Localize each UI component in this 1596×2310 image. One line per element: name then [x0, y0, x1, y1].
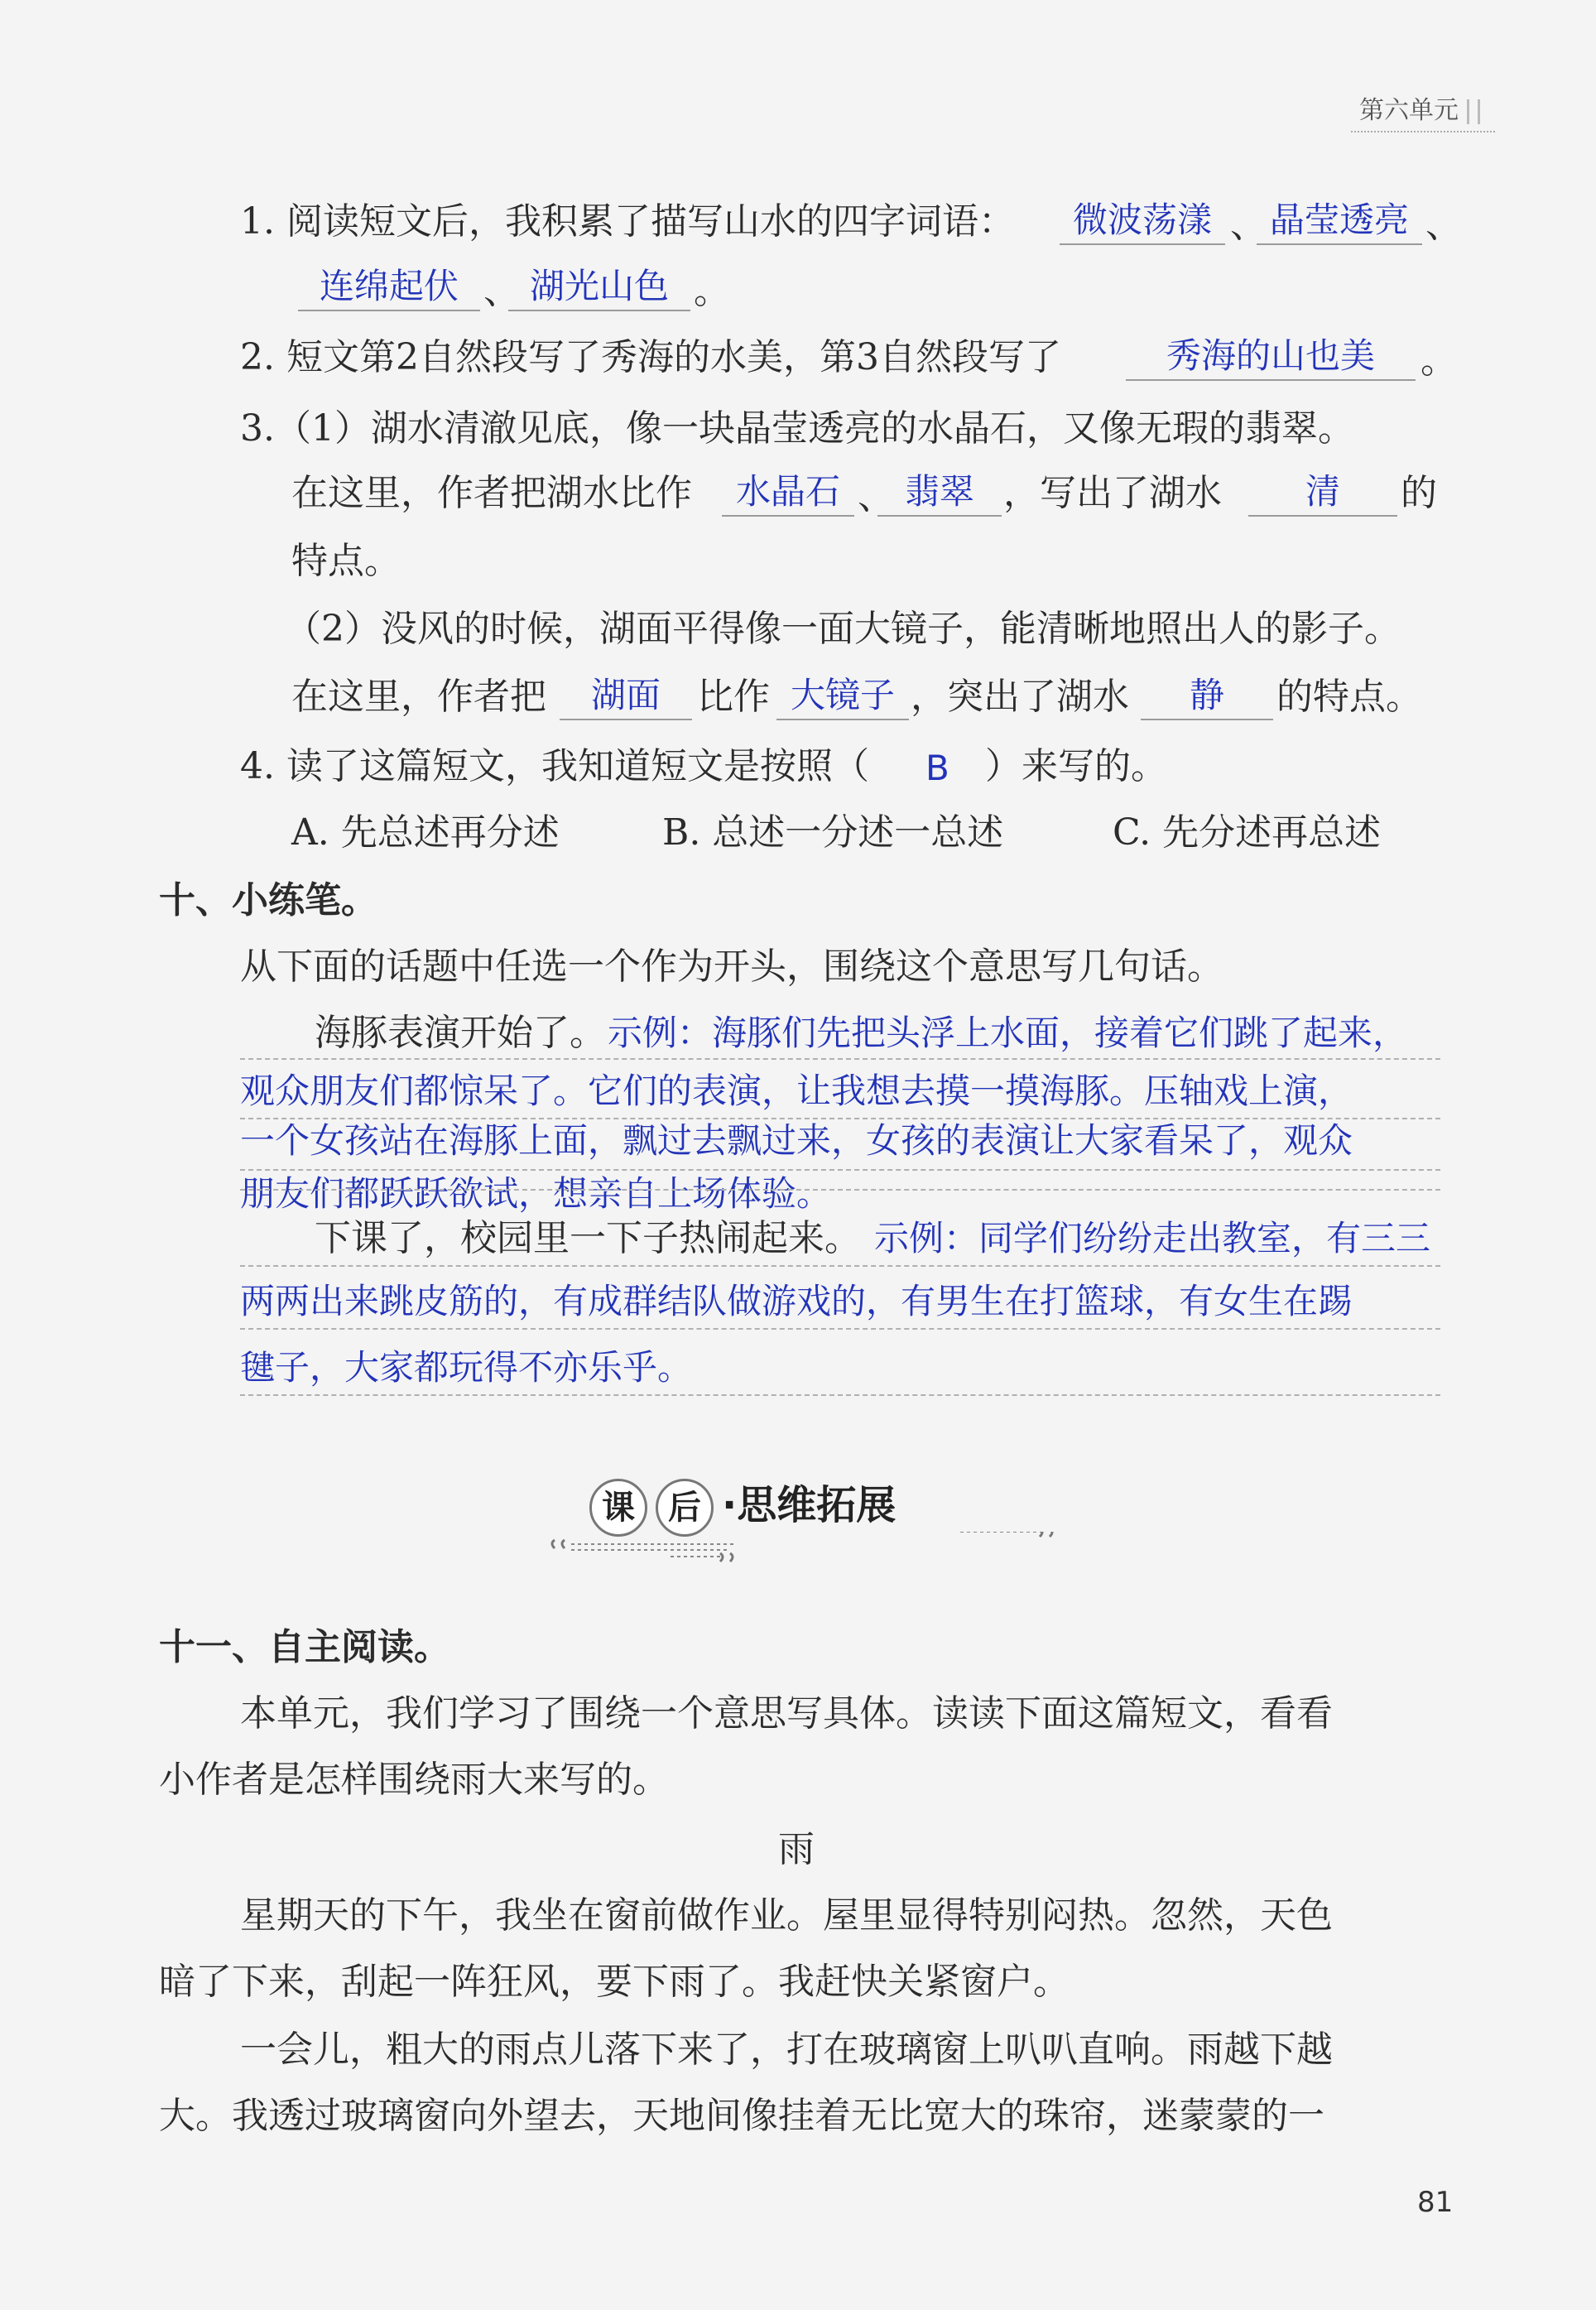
section-10-answer-1-line-2: 观众朋友们都惊呆了。它们的表演，让我想去摸一摸海豚。压轴戏上演， [240, 1071, 1353, 1111]
q2-answer: 秀海的山也美 [1126, 333, 1416, 381]
banner-char-1: 课 [589, 1479, 647, 1537]
writing-line [240, 1265, 1440, 1267]
q3-p1-answer-1: 水晶石 [722, 469, 854, 517]
article-para-1-line-1: 星期天的下午，我坐在窗前做作业。屋里显得特别闷热。忽然，天色 [240, 1894, 1333, 1937]
section-10-answer-1-line-1: 示例：海豚们先把头浮上水面，接着它们跳了起来， [608, 1013, 1408, 1053]
banner-char-2: 后 [656, 1479, 714, 1537]
q1-sep-3: 、 [483, 270, 520, 312]
q3-p1-text-b: ，写出了湖水 [1003, 472, 1222, 514]
article-title: 雨 [778, 1828, 815, 1870]
q3-p1-sep: 、 [858, 475, 894, 517]
section-10-answer-1-line-3: 一个女孩站在海豚上面，飘过去飘过来，女孩的表演让大家看呆了，观众 [240, 1120, 1353, 1161]
q1-sep-1: 、 [1230, 204, 1267, 246]
q1-answer-3: 连绵起伏 [298, 263, 480, 311]
q1-answer-2: 晶莹透亮 [1257, 197, 1422, 245]
q4-option-b: B. 总述一分述一总述 [662, 811, 1004, 854]
q3-p1-text-a: 在这里，作者把湖水比作 [291, 472, 692, 514]
header-bars-icon [1467, 99, 1480, 124]
section-10-instruction: 从下面的话题中任选一个作为开头，围绕这个意思写几句话。 [240, 946, 1223, 988]
q3-p2-answer-1: 湖面 [560, 672, 692, 720]
section-10-topic-2: 下课了，校园里一下子热闹起来。 [315, 1217, 861, 1259]
q1-sep-2: 、 [1425, 204, 1462, 246]
section-10-answer-1-line-4: 朋友们都跃跃欲试，想亲自上场体验。 [240, 1173, 832, 1214]
banner-decoration-icon [546, 1532, 1060, 1573]
section-11-intro-line-2: 小作者是怎样围绕雨大来写的。 [159, 1759, 669, 1801]
q4-option-a: A. 先总述再分述 [291, 811, 560, 854]
q1-end: 。 [694, 270, 730, 312]
q3-p1-answer-3: 清 [1248, 469, 1397, 517]
writing-line [240, 1189, 1440, 1191]
section-10-answer-2-line-1: 示例：同学们纷纷走出教室，有三三 [874, 1218, 1431, 1258]
q1-answer-1: 微波荡漾 [1060, 197, 1225, 245]
q2-text: 2. 短文第2自然段写了秀海的水美，第3自然段写了 [240, 336, 1061, 378]
unit-label: 第六单元 [1359, 96, 1459, 125]
q3-p2-answer-2: 大镜子 [776, 672, 909, 720]
unit-header [1359, 89, 1480, 126]
writing-line [240, 1328, 1440, 1330]
writing-line [240, 1058, 1440, 1060]
section-10-answer-2-line-2: 两两出来跳皮筋的，有成群结队做游戏的，有男生在打篮球，有女生在踢 [240, 1281, 1353, 1321]
q1-text: 1. 阅读短文后，我积累了描写山水的四字词语： [240, 200, 1015, 243]
section-10-answer-2-line-3: 毽子，大家都玩得不亦乐乎。 [240, 1347, 693, 1388]
q1-answer-4: 湖光山色 [508, 263, 690, 311]
article-para-1-line-2: 暗了下来，刮起一阵狂风，要下雨了。我赶快关紧窗户。 [159, 1961, 1070, 2003]
section-11-title: 十一、自主阅读。 [159, 1626, 450, 1668]
section-11-intro-line-1: 本单元，我们学习了围绕一个意思写具体。读读下面这篇短文，看看 [240, 1692, 1333, 1735]
after-class-banner [546, 1472, 1060, 1571]
q3-p2-quote: （2）没风的时候，湖面平得像一面大镜子，能清晰地照出人的影子。 [285, 608, 1401, 650]
q4-text-b: ）来写的。 [985, 745, 1167, 787]
q3-p1-text-d: 特点。 [291, 540, 401, 582]
q4-option-c: C. 先分述再总述 [1113, 811, 1382, 854]
article-para-2-line-2: 大。我透过玻璃窗向外望去，天地间像挂着无比宽大的珠帘，迷蒙蒙的一 [159, 2095, 1324, 2137]
q2-end: 。 [1421, 339, 1457, 382]
q3-p2-text-c: ，突出了湖水 [911, 676, 1129, 718]
q3-p2-text-d: 的特点。 [1276, 676, 1422, 718]
section-10-title: 十、小练笔。 [159, 879, 377, 922]
q3-p2-text-b: 比作 [697, 676, 770, 718]
article-para-2-line-1: 一会儿，粗大的雨点儿落下来了，打在玻璃窗上叭叭直响。雨越下越 [240, 2028, 1333, 2071]
banner-text: ·思维拓展 [722, 1482, 897, 1528]
q4-answer: B [925, 748, 949, 788]
q3-p1-quote: 3.（1）湖水清澈见底，像一块晶莹透亮的水晶石，又像无瑕的翡翠。 [240, 407, 1354, 450]
writing-line [240, 1394, 1440, 1396]
q3-p1-text-c: 的 [1401, 472, 1437, 514]
q3-p2-answer-3: 静 [1141, 672, 1273, 720]
section-10-topic-1: 海豚表演开始了。 [315, 1012, 606, 1054]
q3-p2-text-a: 在这里，作者把 [291, 676, 546, 718]
page-number: 81 [1417, 2186, 1454, 2219]
q3-p1-answer-2: 翡翠 [877, 469, 1002, 517]
q4-text-a: 4. 读了这篇短文，我知道短文是按照（ [240, 745, 869, 787]
